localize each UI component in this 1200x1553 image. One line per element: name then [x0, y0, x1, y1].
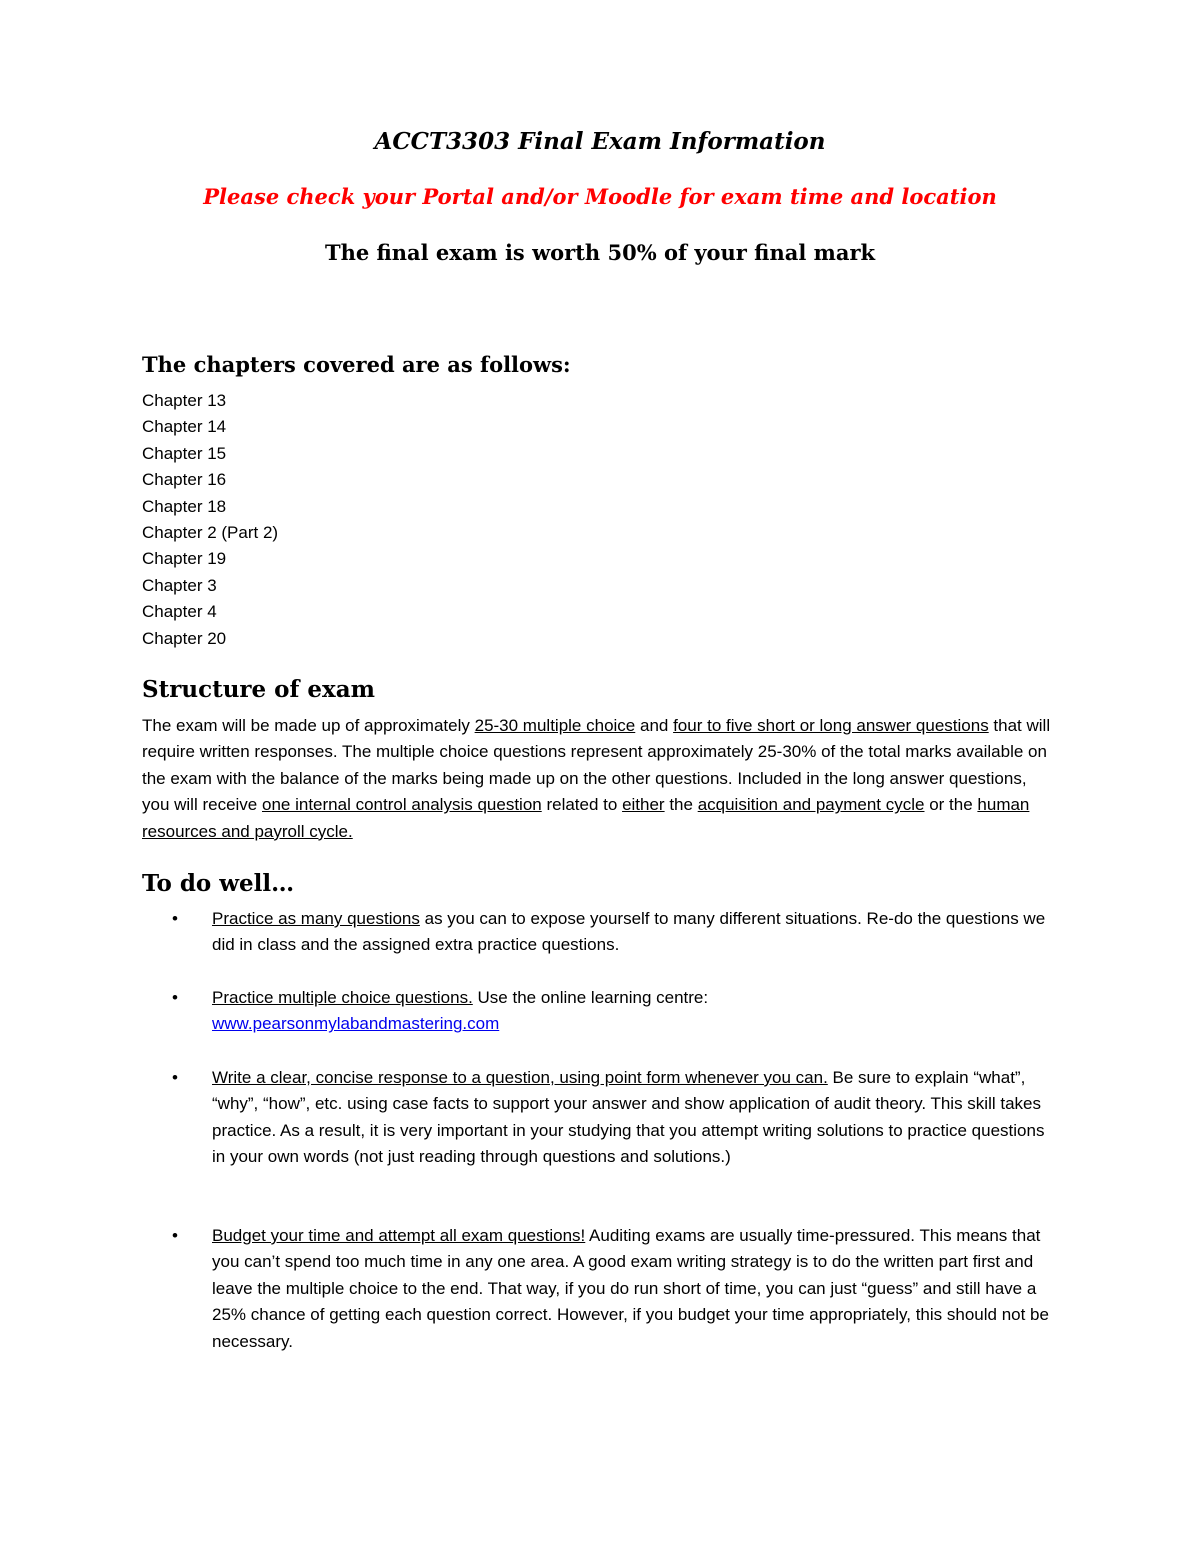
exam-location-notice: Please check your Portal and/or Moodle for exam time and location — [203, 184, 997, 209]
bullet-icon: • — [172, 988, 178, 1007]
tip-text — [212, 1223, 1058, 1355]
bullet-icon: • — [172, 1226, 178, 1245]
tip-text — [212, 985, 1058, 1038]
chapters-list — [142, 388, 278, 652]
chapter-item: Chapter 18 — [142, 496, 227, 516]
tip-lead: Budget your time and attempt all exam questions! — [212, 1226, 586, 1245]
tip-text — [212, 906, 1058, 959]
bullet-icon: • — [172, 909, 178, 928]
exam-weight-statement: The final exam is worth 50% of your final mark — [324, 240, 876, 265]
chapter-item: Chapter 13 — [142, 391, 227, 410]
structure-underlined: four to five short or long answer questions — [673, 716, 989, 735]
learning-centre-link[interactable]: www.pearsonmylabandmastering.com — [212, 1014, 500, 1034]
chapter-item: Chapter 14 — [142, 417, 227, 437]
chapter-item: Chapter 2 (Part 2) — [142, 523, 279, 543]
structure-text: related to — [541, 795, 623, 815]
tip-body: Be sure to explain “what”, “why”, “how”, etc. using case facts to support your answer and show application of audit theory. This skill takes practice. As a result, it is very important in your studying that you attempt writing solutions to practice questions in your own words (not just reading through questions and solutions.) — [212, 1068, 1045, 1167]
structure-underlined: one internal control analysis question — [262, 795, 542, 815]
chapter-item: Chapter 15 — [142, 443, 227, 463]
chapter-item: Chapter 20 — [142, 628, 227, 648]
tip-text — [212, 1065, 1058, 1171]
structure-underlined: either — [622, 795, 665, 815]
tip-lead: Practice multiple choice questions. — [212, 988, 473, 1007]
structure-paragraph — [142, 713, 1058, 845]
structure-text: and — [635, 716, 674, 735]
chapter-item: Chapter 4 — [142, 602, 217, 622]
do-well-heading: To do well… — [142, 870, 295, 897]
bullet-icon: • — [172, 1068, 178, 1087]
chapter-item: Chapter 19 — [142, 549, 227, 569]
structure-underlined: human resources and payroll cycle — [142, 795, 1030, 841]
structure-text: that will require written responses. The multiple choice questions represent approximately 25-30% of the total marks available on the exam with the balance of the marks being made up on the other questions. Included in the long answer questions, you will receive — [142, 716, 1051, 815]
structure-text: or the — [924, 795, 978, 815]
tip-lead: Practice as many questions — [212, 909, 420, 928]
structure-underlined: acquisition and payment cycle — [697, 795, 925, 815]
structure-heading: Structure of exam — [142, 676, 376, 703]
chapter-item: Chapter 3 — [142, 575, 217, 595]
tip-body: Auditing exams are usually time-pressured. This means that you can’t spend too much time in any one area. A good exam writing strategy is to do the written part first and leave the multiple choice to the end. That way, if you do run short of time, you can just “guess” and still have a 25% chance of getting each question correct. However, if you budget your time appropriately, this should not be necessary. — [212, 1226, 1049, 1351]
structure-underlined: . — [347, 821, 353, 841]
structure-underlined: 25-30 multiple choice — [474, 716, 636, 735]
structure-text: The exam will be made up of approximately — [142, 716, 475, 735]
tip-body: as you can to expose yourself to many different situations. Re-do the questions we did in class and the assigned extra practice questions. — [212, 909, 1046, 955]
tip-lead: Write a clear, concise response to a question, using point form whenever you can. — [212, 1068, 828, 1087]
page-title: ACCT3303 Final Exam Information — [374, 128, 826, 155]
chapters-heading: The chapters covered are as follows: — [142, 352, 571, 377]
chapter-item: Chapter 16 — [142, 470, 227, 490]
structure-text: the — [664, 795, 698, 815]
tip-body: Use the online learning centre: — [472, 988, 709, 1007]
